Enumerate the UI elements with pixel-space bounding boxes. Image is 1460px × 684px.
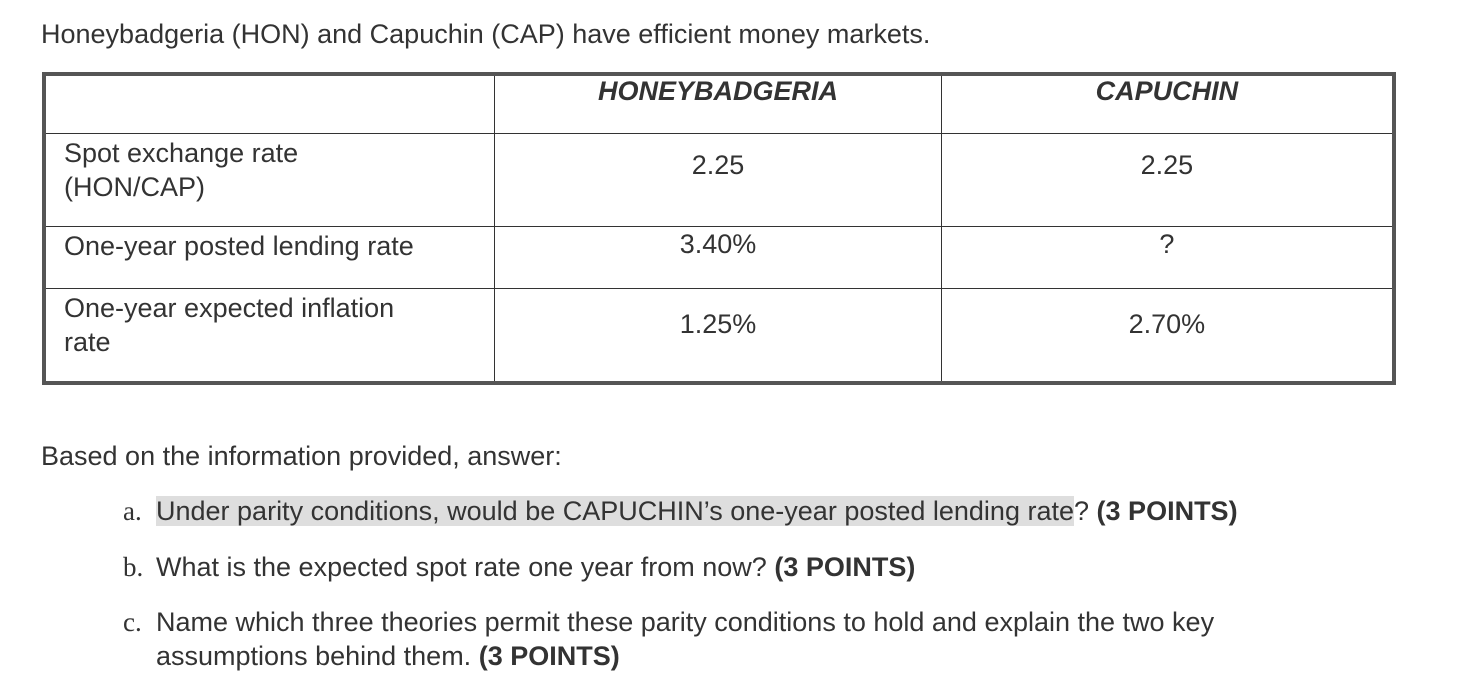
row-label-line: One-year expected inflation xyxy=(64,292,395,323)
highlighted-text: Under parity conditions, would be CAPUCHIN’s one-year posted lending rate xyxy=(156,496,1074,526)
question-marker: c. xyxy=(123,607,142,637)
row-label-inflation-rate xyxy=(44,288,495,383)
row-label-spot-rate xyxy=(44,133,495,226)
question-text: Name which three theories permit these parity conditions to hold and explain the two key xyxy=(156,607,1215,637)
points-label: (3 POINTS) xyxy=(774,552,916,582)
header-capuchin: CAPUCHIN xyxy=(941,74,1394,133)
question-text: What is the expected spot rate one year from now? xyxy=(156,552,767,582)
row-label-line: Spot exchange rate xyxy=(64,137,299,168)
question-prompt: Based on the information provided, answer: xyxy=(41,441,562,471)
row-label-line: rate xyxy=(64,326,111,357)
header-honeybadgeria: HONEYBADGERIA xyxy=(495,74,942,133)
question-c xyxy=(123,605,1214,673)
question-text: assumptions behind them. xyxy=(156,641,472,671)
row-label-line: One-year posted lending rate xyxy=(64,230,414,261)
header-blank-cell xyxy=(44,74,495,133)
row-label-lending-rate xyxy=(44,226,495,288)
table-row xyxy=(44,133,1394,226)
cell-hon-inflation-rate: 1.25% xyxy=(495,288,942,383)
table-row xyxy=(44,226,1394,288)
intro-text: Honeybadgeria (HON) and Capuchin (CAP) have efficient money markets. xyxy=(41,19,931,49)
table-row xyxy=(44,288,1394,383)
table-header-row xyxy=(44,74,1394,133)
question-marker: b. xyxy=(123,552,144,582)
cell-cap-spot-rate: 2.25 xyxy=(941,133,1394,226)
points-label: (3 POINTS) xyxy=(478,641,620,671)
question-a xyxy=(123,494,1238,528)
points-label: (3 POINTS) xyxy=(1096,496,1238,526)
question-text: ? xyxy=(1074,496,1090,526)
question-b xyxy=(123,550,915,584)
rates-table xyxy=(42,72,1396,385)
cell-hon-lending-rate: 3.40% xyxy=(495,226,942,288)
cell-cap-lending-rate: ? xyxy=(941,226,1394,288)
cell-cap-inflation-rate: 2.70% xyxy=(941,288,1394,383)
question-marker: a. xyxy=(123,496,142,526)
cell-hon-spot-rate: 2.25 xyxy=(495,133,942,226)
question-text-continued xyxy=(123,639,1214,673)
row-label-line: (HON/CAP) xyxy=(64,171,205,202)
